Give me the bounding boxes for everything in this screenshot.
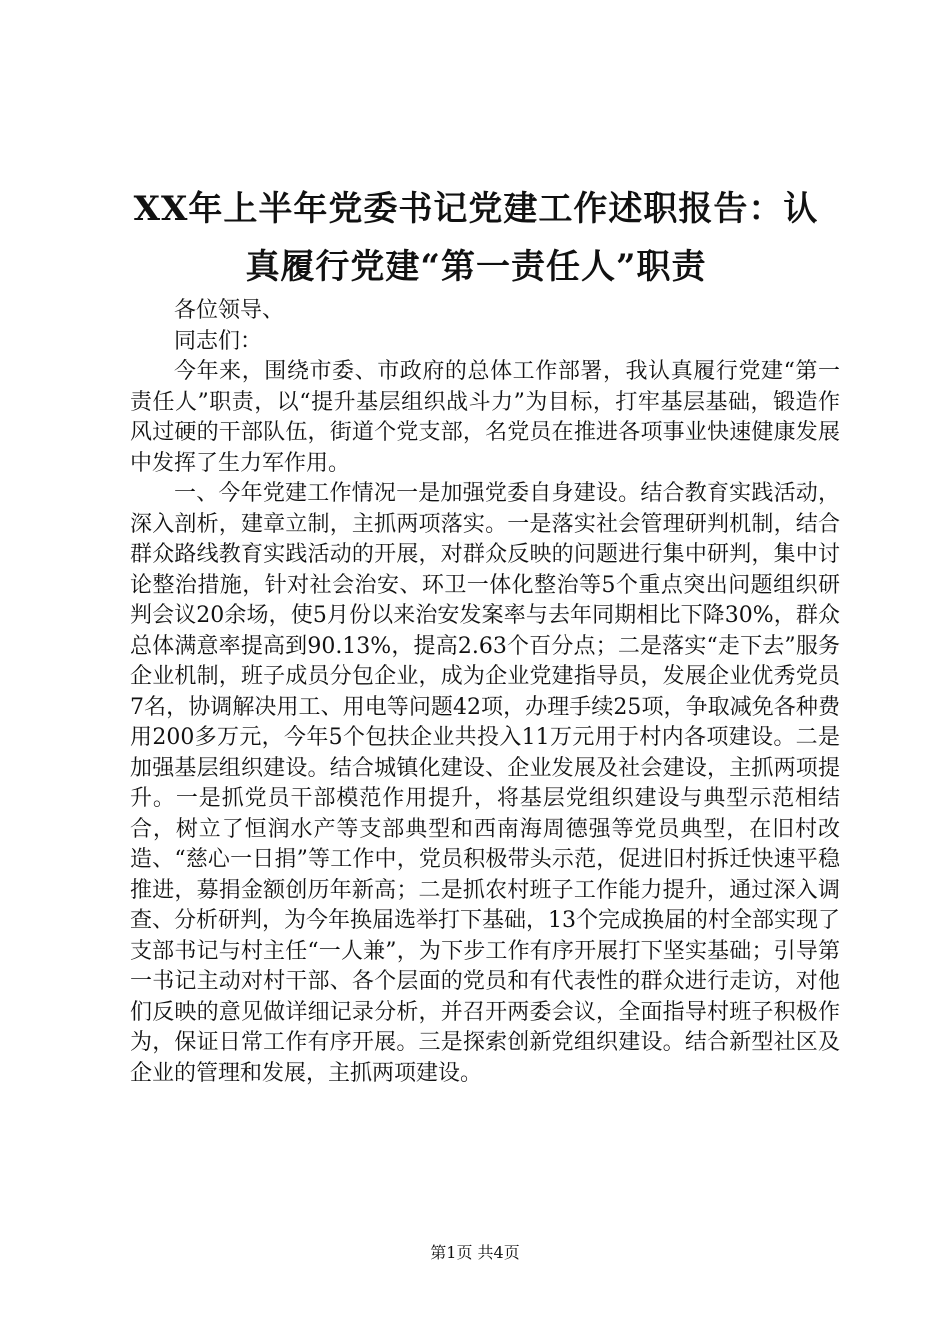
section-one-paragraph: 一、今年党建工作情况一是加强党委自身建设。结合教育实践活动，深入剖析，建章立制，主抓两项落实。一是落实社会管理研判机制，结合群众路线教育实践活动的开展，对群众反映的问题进行集中研判，集中讨论整治措施，针对社会治安、环卫一体化整治等5个重点突出问题组织研判会议20余场，使5月份以来治安发案率与去年同期相比下降30%，群众总体满意率提高到90.13%，提高2.63个百分点；二是落实“走下去”服务企业机制，班子成员分包企业，成为企业党建指导员，发展企业优秀党员7名，协调解决用工、用电等问题42项，办理手续25项，争取减免各种费用200多万元，今年5个包扶企业共投入11万元用于村内各项建设。二是加强基层组织建设。结合城镇化建设、企业发展及社会建设，主抓两项提升。一是抓党员干部模范作用提升，将基层党组织建设与典型示范相结合，树立了恒润水产等支部典型和西南海周德强等党员典型，在旧村改造、“慈心一日捐”等工作中，党员积极带头示范，促进旧村拆迁快速平稳推进，募捐金额创历年新高；二是抓农村班子工作能力提升，通过深入调查、分析研判，为今年换届选举打下基础，13个完成换届的村全部实现了支部书记与村主任“一人兼”，为下步工作有序开展打下坚实基础；引导第一书记主动对村干部、各个层面的党员和有代表性的群众进行走访，对他们反映的意见做详细记录分析，并召开两委会议，全面指导村班子积极作为，保证日常工作有序开展。三是探索创新党组织建设。结合新型社区及企业的管理和发展，主抓两项建设。 (130, 481, 840, 1086)
salutation-leaders: 各位领导、 (174, 298, 285, 323)
document-body (130, 296, 840, 1089)
page-footer (0, 1243, 950, 1263)
intro-paragraph: 今年来，围绕市委、市政府的总体工作部署，我认真履行党建“第一责任人”职责，以“提升基层组织战斗力”为目标，打牢基层基础，锻造作风过硬的干部队伍，街道个党支部，名党员在推进各项事业快速健康发展中发挥了生力军作用。 (130, 359, 840, 476)
salutation-comrades: 同志们： (174, 328, 263, 354)
page-number-total: 共4页 (477, 1243, 520, 1262)
page-number-current: 第1页 (430, 1243, 473, 1262)
document-title: XX年上半年党委书记党建工作述职报告：认真履行党建“第一责任人”职责 (133, 189, 819, 287)
